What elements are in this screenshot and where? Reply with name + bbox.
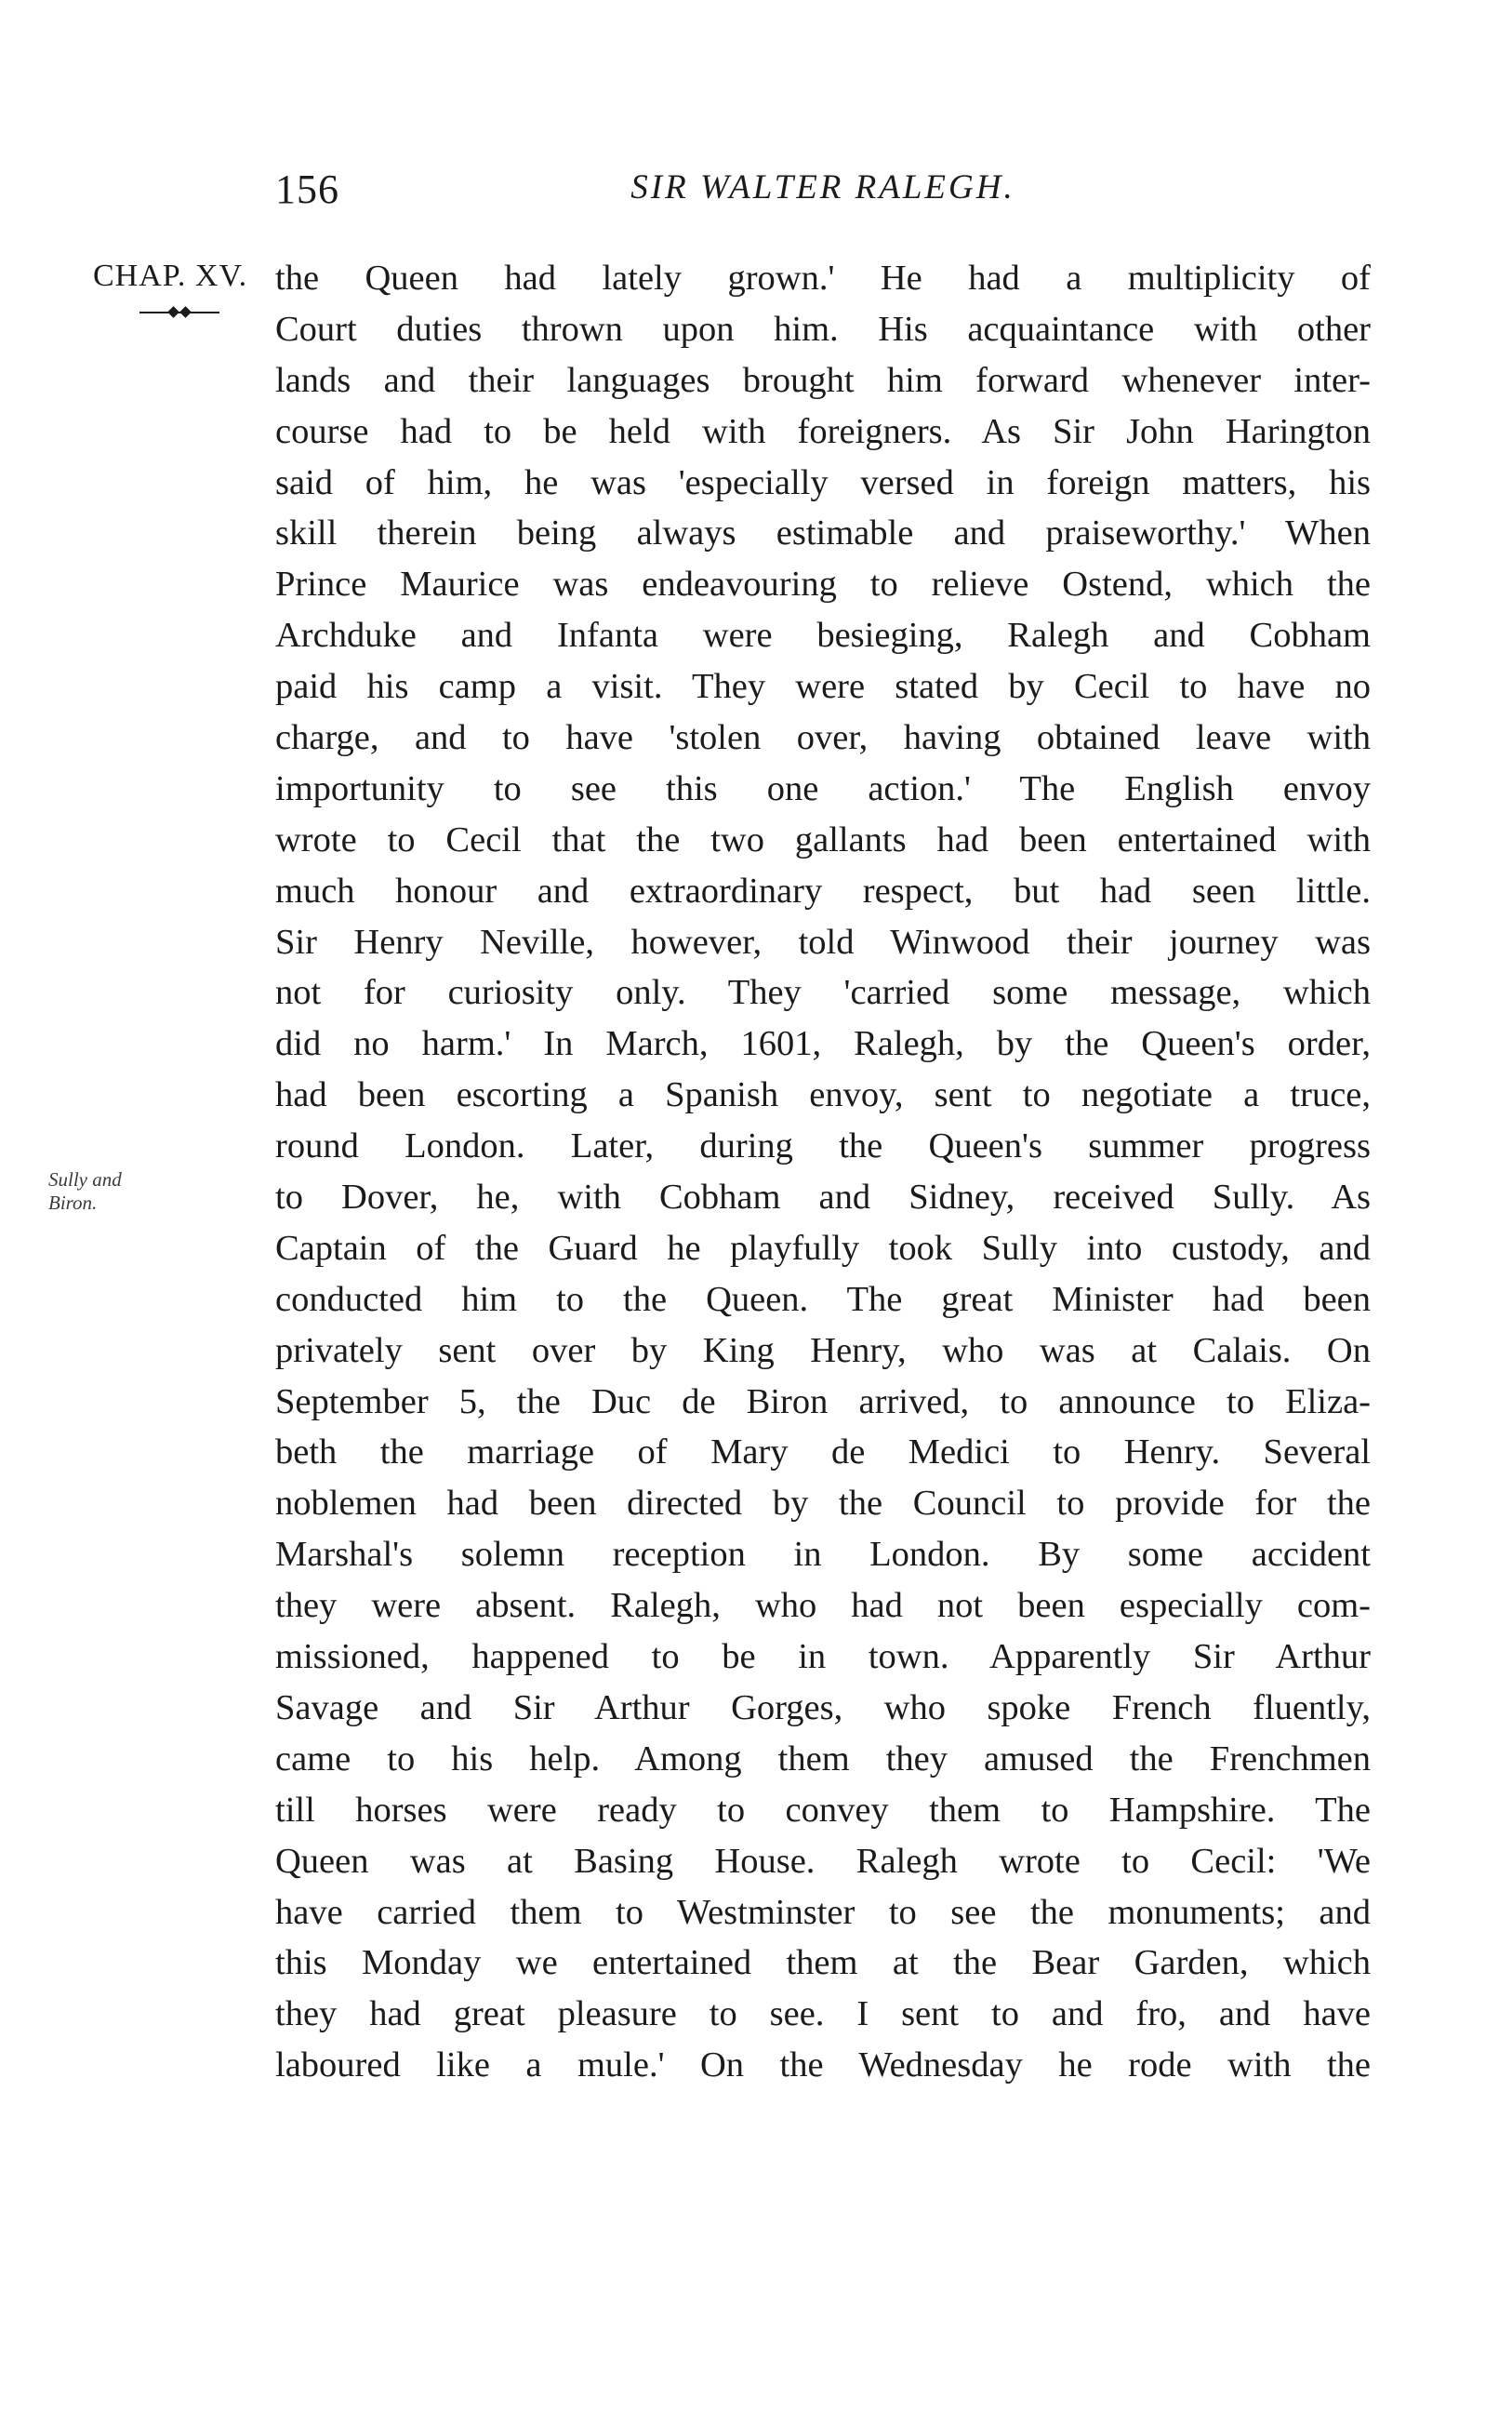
running-title: SIR WALTER RALEGH. (630, 168, 1015, 206)
margin-note-line: Sully and (48, 1168, 122, 1191)
text-line: Captain of the Guard he playfully took Sully into custody, and (275, 1228, 1371, 1268)
text-line: beth the marriage of Mary de Medici to Henry. Several (275, 1432, 1371, 1472)
text-line: Archduke and Infanta were besieging, Ralegh and Cobham (275, 616, 1371, 656)
text-line: importunity to see this one action.' The English envoy (275, 768, 1371, 808)
text-line: Court duties thrown upon him. His acquaintance with other (275, 309, 1371, 349)
text-line: to Dover, he, with Cobham and Sidney, received Sully. As (275, 1178, 1371, 1218)
text-line: noblemen had been directed by the Council to provide for the (275, 1484, 1371, 1524)
margin-note-line: Biron. (48, 1192, 98, 1214)
text-line: the Queen had lately grown.' He had a multiplicity of (275, 259, 1371, 298)
text-line: laboured like a mule.' On the Wednesday he rode with the (275, 2045, 1371, 2085)
text-line: September 5, the Duc de Biron arrived, to announce to Eliza- (275, 1381, 1371, 1421)
text-line: much honour and extraordinary respect, but had seen little. (275, 871, 1371, 911)
text-line: they were absent. Ralegh, who had not been especially com- (275, 1586, 1371, 1626)
chapter-marker (93, 251, 270, 301)
running-head (275, 166, 1371, 221)
chapter-label: CHAP. XV. (93, 259, 248, 293)
text-line: missioned, happened to be in town. Apparently Sir Arthur (275, 1637, 1371, 1677)
text-line: round London. Later, during the Queen's summer progress (275, 1126, 1371, 1166)
text-line: till horses were ready to convey them to Hampshire. The (275, 1790, 1371, 1830)
text-line: said of him, he was 'especially versed in foreign matters, his (275, 462, 1371, 502)
body-text (275, 253, 1371, 2091)
text-line: not for curiosity only. They 'carried some message, which (275, 973, 1371, 1013)
margin-note (48, 1168, 234, 1215)
text-line: skill therein being always estimable and praiseworthy.' When (275, 513, 1371, 553)
text-line: Sir Henry Neville, however, told Winwood their journey was (275, 922, 1371, 962)
text-line: have carried them to Westminster to see the monuments; and (275, 1892, 1371, 1932)
text-line: Marshal's solemn reception in London. By some accident (275, 1535, 1371, 1575)
text-line: had been escorting a Spanish envoy, sent to negotiate a truce, (275, 1075, 1371, 1115)
text-line: did no harm.' In March, 1601, Ralegh, by the Queen's order, (275, 1024, 1371, 1064)
chapter-ornament-icon (139, 307, 219, 318)
page-number: 156 (275, 167, 339, 212)
text-line: paid his camp a visit. They were stated by Cecil to have no (275, 667, 1371, 707)
text-line: privately sent over by King Henry, who was at Calais. On (275, 1330, 1371, 1370)
text-line: came to his help. Among them they amused the Frenchmen (275, 1738, 1371, 1778)
text-line: lands and their languages brought him forward whenever inter- (275, 360, 1371, 400)
text-line: Queen was at Basing House. Ralegh wrote to Cecil: 'We (275, 1841, 1371, 1881)
text-line: Savage and Sir Arthur Gorges, who spoke French fluently, (275, 1687, 1371, 1727)
text-line: conducted him to the Queen. The great Minister had been (275, 1279, 1371, 1319)
text-line: course had to be held with foreigners. As Sir John Harington (275, 411, 1371, 451)
text-line: they had great pleasure to see. I sent to and fro, and have (275, 1994, 1371, 2034)
text-line: Prince Maurice was endeavouring to relieve Ostend, which the (275, 565, 1371, 605)
text-line: wrote to Cecil that the two gallants had been entertained with (275, 819, 1371, 859)
text-line: charge, and to have 'stolen over, having obtained leave with (275, 718, 1371, 758)
text-line: this Monday we entertained them at the Bear Garden, which (275, 1943, 1371, 1983)
